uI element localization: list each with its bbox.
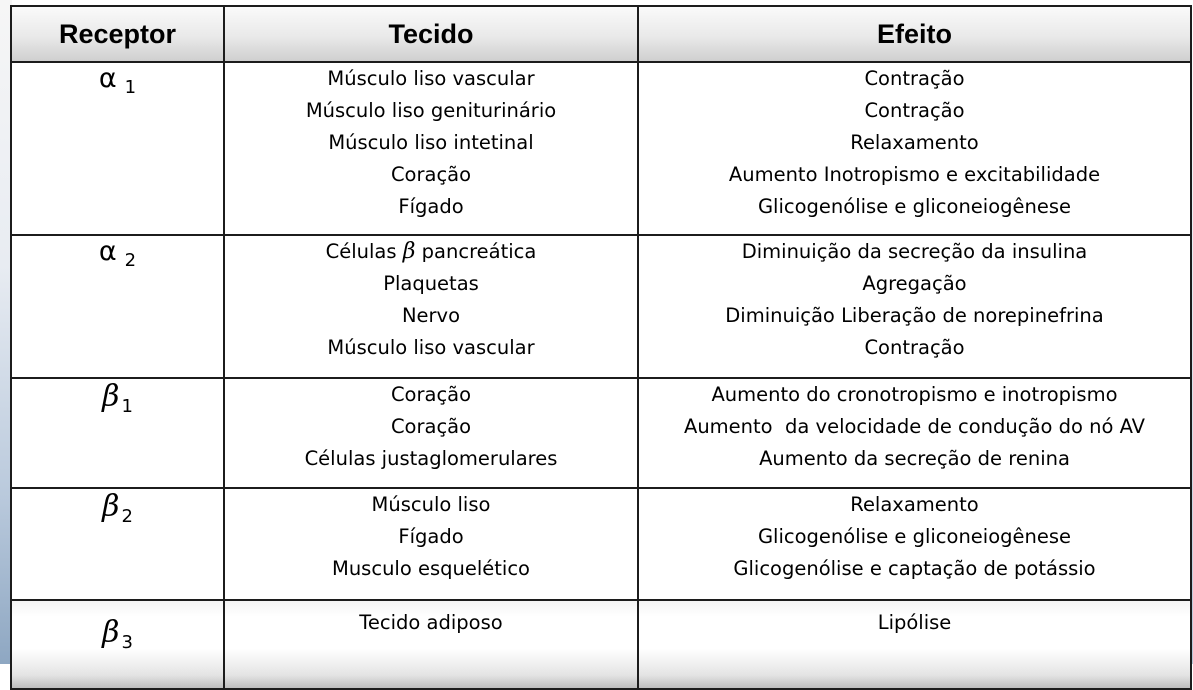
receptor-table — [10, 5, 1192, 690]
receptor-subscript: 2 — [121, 506, 133, 527]
efeito-line: Diminuição da secreção da insulina — [741, 240, 1088, 263]
efeito-line: Glicogenólise e gliconeiogênese — [757, 525, 1072, 548]
table-row — [11, 488, 1191, 600]
efeito-line: Aumento da secreção de renina — [759, 447, 1070, 470]
header-efeito: Efeito — [638, 6, 1191, 62]
tecido-line: Coração — [390, 163, 472, 186]
receptor-subscript: 2 — [124, 250, 137, 271]
receptor-symbol: α — [98, 63, 117, 94]
tecido-line: Nervo — [401, 304, 461, 327]
receptor-cell — [11, 235, 224, 378]
efeito-line: Diminuição Liberação de norepinefrina — [725, 304, 1104, 327]
efeito-line: Glicogenólise e captação de potássio — [733, 557, 1096, 580]
tecido-cell — [224, 600, 638, 689]
tecido-line: Coração — [390, 415, 472, 438]
table-row — [11, 600, 1191, 689]
tecido-line: Fígado — [398, 195, 464, 218]
receptor-subscript: 3 — [121, 632, 133, 653]
header-receptor: Receptor — [11, 6, 224, 62]
tecido-line: Músculo liso geniturinário — [305, 99, 557, 122]
receptor-cell — [11, 378, 224, 488]
tecido-line: Células justaglomerulares — [304, 447, 558, 470]
efeito-line: Aumento da velocidade de condução do nó AV — [683, 415, 1146, 438]
receptor-subscript: 1 — [124, 77, 137, 98]
efeito-cell — [638, 600, 1191, 689]
efeito-line: Relaxamento — [850, 131, 979, 154]
efeito-line: Relaxamento — [850, 493, 979, 516]
efeito-line: Contração — [864, 99, 965, 122]
tecido-line-beta-cells: Células β pancreática — [325, 239, 537, 264]
efeito-line: Contração — [864, 67, 965, 90]
tecido-line: Músculo liso intetinal — [328, 131, 534, 154]
tecido-cell — [224, 488, 638, 600]
efeito-cell — [638, 378, 1191, 488]
tecido-line: Músculo liso vascular — [327, 336, 535, 359]
receptor-cell — [11, 488, 224, 600]
receptor-subscript: 1 — [121, 396, 133, 417]
efeito-line: Contração — [864, 336, 965, 359]
tecido-cell — [224, 378, 638, 488]
tecido-line: Musculo esquelético — [332, 557, 530, 580]
header-tecido: Tecido — [224, 6, 638, 62]
tecido-cell — [224, 62, 638, 235]
table-row — [11, 62, 1191, 235]
efeito-line: Agregação — [862, 272, 967, 295]
efeito-line: Glicogenólise e gliconeiogênese — [757, 195, 1072, 218]
receptor-symbol: β — [102, 379, 120, 414]
efeito-cell — [638, 235, 1191, 378]
tecido-line: Coração — [390, 383, 472, 406]
efeito-cell — [638, 62, 1191, 235]
efeito-line: Lipólise — [877, 611, 952, 634]
tecido-line: Plaquetas — [383, 272, 479, 295]
beta-symbol-inline: β — [402, 239, 416, 264]
efeito-line: Aumento Inotropismo e excitabilidade — [728, 163, 1101, 186]
tecido-line: Músculo liso vascular — [327, 67, 535, 90]
receptor-symbol: α — [98, 236, 117, 267]
tecido-cell — [224, 235, 638, 378]
efeito-line: Aumento do cronotropismo e inotropismo — [711, 383, 1118, 406]
table-row — [11, 378, 1191, 488]
receptor-cell — [11, 600, 224, 689]
tecido-line: Fígado — [398, 525, 464, 548]
receptor-symbol: β — [102, 489, 120, 524]
efeito-cell — [638, 488, 1191, 600]
tecido-line: Tecido adiposo — [359, 611, 503, 634]
header-row — [11, 6, 1191, 62]
table-row — [11, 235, 1191, 378]
tecido-line: Músculo liso — [371, 493, 491, 516]
receptor-symbol: β — [102, 615, 120, 650]
receptor-cell — [11, 62, 224, 235]
